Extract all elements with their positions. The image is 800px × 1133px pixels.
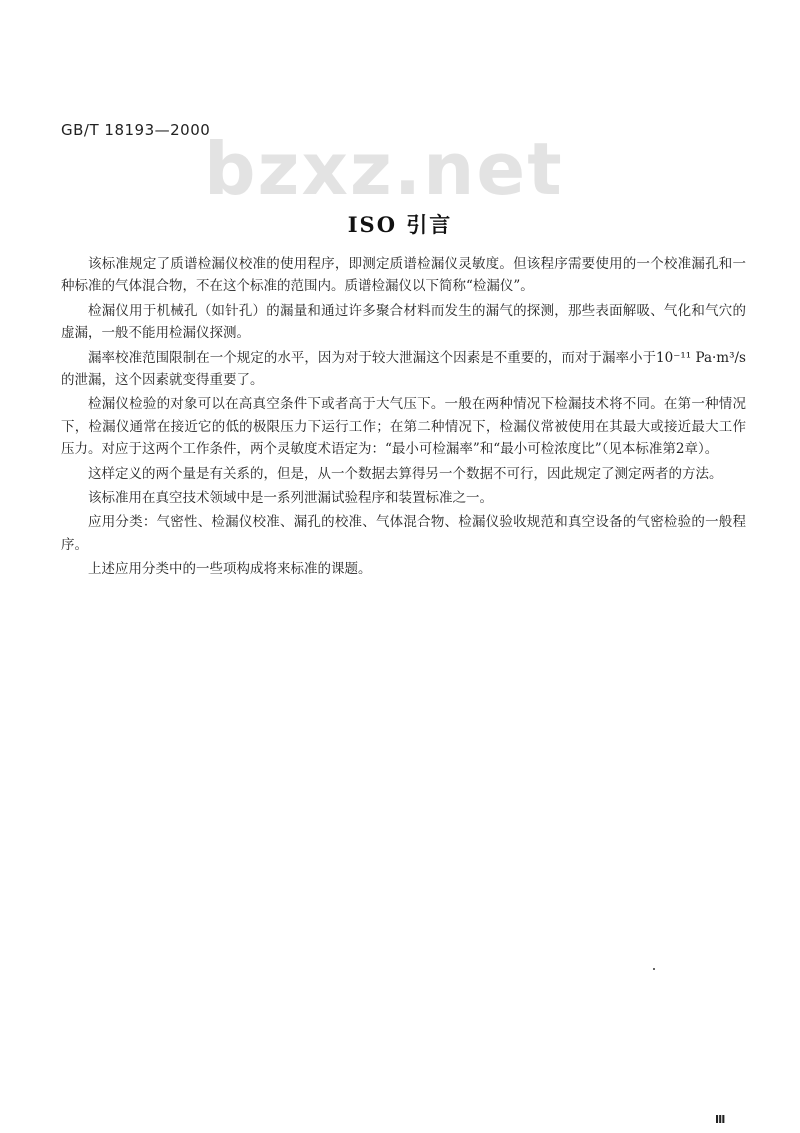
paragraph: 该标准用在真空技术领域中是一系列泄漏试验程序和装置标准之一。: [88, 490, 493, 507]
standard-number: GB/T 18193—2000: [61, 121, 211, 139]
paragraph: 检漏仪检验的对象可以在高真空条件下或者高于大气压下。一般在两种情况下检漏技术将不同。在第一种情况下，检漏仪通常在接近它的低的极限压力下运行工作；在第二种情况下，检漏仪常被使用在其最大或接近最大工作压力。对应于这两个工作条件，两个灵敏度术语定为：“最小可检漏率”和“最小可检浓度比”（见本标准第2章）。: [61, 396, 746, 458]
paragraph: 应用分类：气密性、检漏仪校准、漏孔的校准、气体混合物、检漏仪验收规范和真空设备的气密检验的一般程序。: [61, 514, 746, 553]
body-text: [61, 253, 746, 583]
paragraph: 该标准规定了质谱检漏仪校准的使用程序，即测定质谱检漏仪灵敏度。但该程序需要使用的一个校准漏孔和一种标准的气体混合物，不在这个标准的范围内。质谱检漏仪以下简称“检漏仪”。: [61, 256, 746, 295]
section-title: ISO 引言: [347, 212, 453, 237]
watermark: bzxz.net: [204, 127, 564, 211]
paragraph: 检漏仪用于机械孔（如针孔）的漏量和通过许多聚合材料而发生的漏气的探测，那些表面解吸、气化和气穴的虚漏，一般不能用检漏仪探测。: [61, 302, 746, 342]
paragraph: 漏率校准范围限制在一个规定的水平，因为对于较大泄漏这个因素是不重要的，而对于漏率小于10⁻¹¹ Pa·m³/s 的泄漏，这个因素就变得重要了。: [61, 349, 746, 389]
paragraph: 上述应用分类中的一些项构成将来标准的课题。: [88, 561, 372, 578]
page-number: Ⅲ: [715, 1113, 726, 1126]
scan-speck: [653, 968, 655, 970]
paragraph: 这样定义的两个量是有关系的，但是，从一个数据去算得另一个数据不可行，因此规定了测定两者的方法。: [88, 465, 723, 482]
